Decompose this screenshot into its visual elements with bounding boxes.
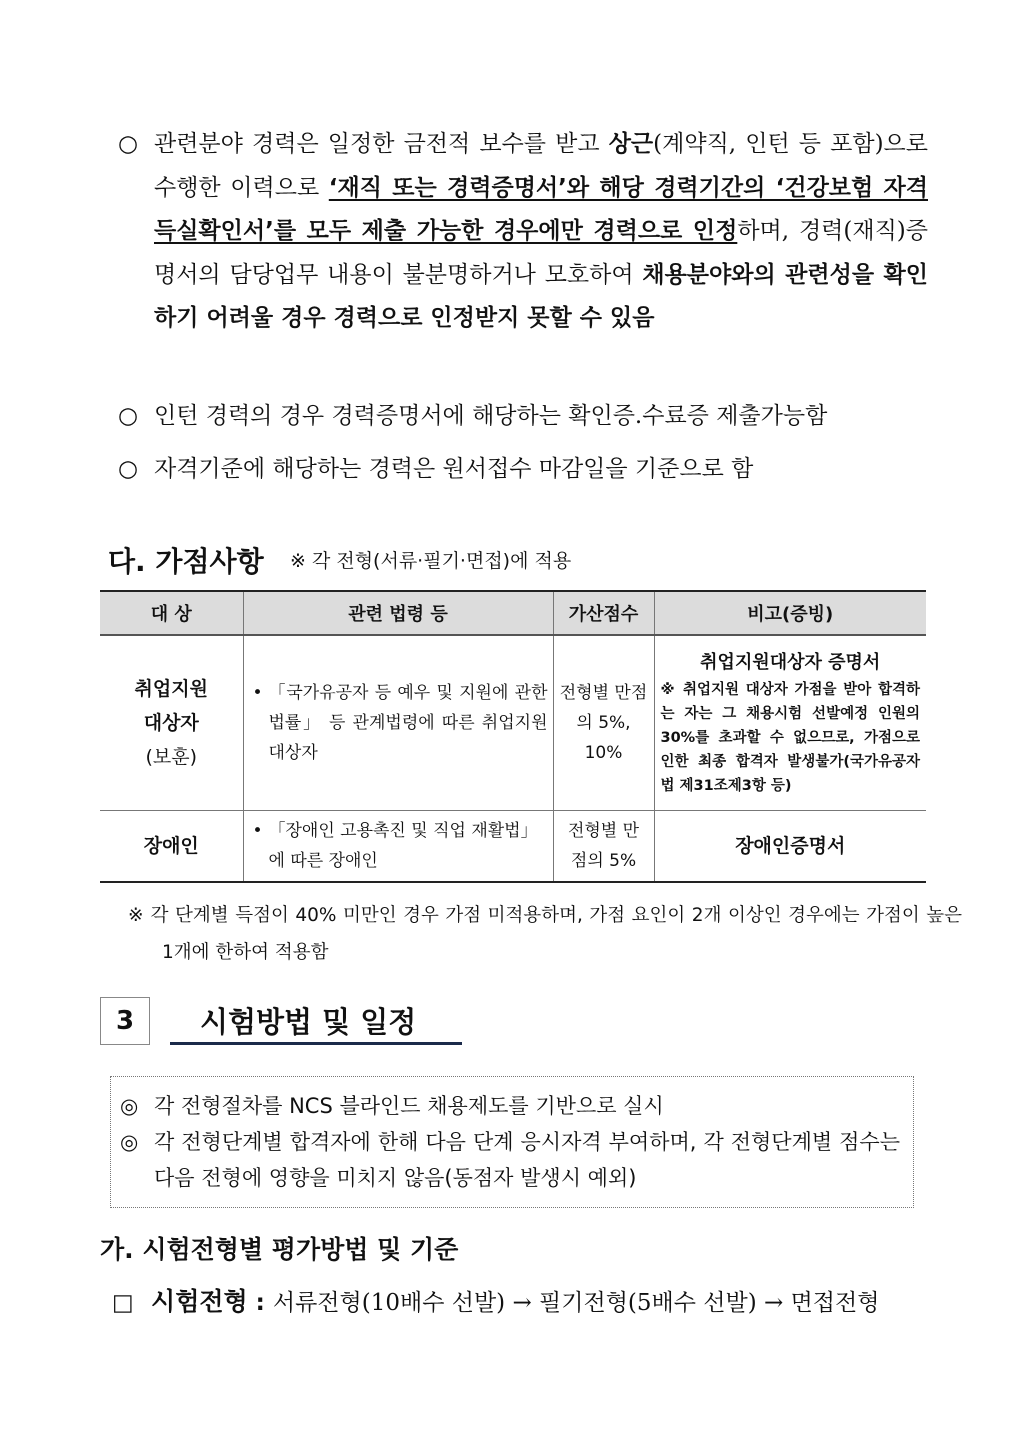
career-text-intern: 인턴 경력의 경우 경력증명서에 해당하는 확인증.수료증 제출가능함 [154, 403, 828, 429]
info-item-text: 각 전형단계별 합격자에 한해 다음 단계 응시자격 부여하며, 각 전형단계별 점수는 다음 전형에 영향을 미치지 않음(동점자 발생시 예외) [154, 1130, 900, 1190]
law-cell [243, 635, 553, 810]
proof-title: 취업지원대상자 증명서 [700, 651, 881, 673]
evaluation-heading: 가. 시험전형별 평가방법 및 기준 [100, 1235, 459, 1264]
double-circle-bullet-icon: ◎ [120, 1130, 139, 1154]
circle-bullet-icon: ○ [118, 456, 139, 482]
career-text-deadline: 자격기준에 해당하는 경력은 원서접수 마감일을 기준으로 함 [154, 456, 754, 482]
exam-label: 시험전형 [151, 1287, 248, 1316]
career-paragraph-2 [118, 395, 928, 439]
column-header-target: 대 상 [100, 591, 243, 635]
table-header-row [100, 591, 926, 635]
proof-cell [654, 635, 926, 810]
checkbox-icon: □ [112, 1290, 134, 1316]
target-cell: 장애인 [100, 810, 243, 882]
score-cell: 전형별 만점의 5% [553, 810, 654, 882]
bonus-heading: 다. 가점사항 [108, 545, 264, 578]
table-row [100, 810, 926, 882]
exam-process-line [112, 1282, 879, 1318]
section-number-badge: 3 [100, 997, 150, 1045]
info-item [120, 1088, 900, 1124]
proof-cell: 장애인증명서 [654, 810, 926, 882]
target-line-3: (보훈) [145, 745, 198, 768]
target-line-2: 대상자 [143, 711, 199, 734]
circle-bullet-icon: ○ [118, 131, 139, 157]
column-header-proof: 비고(증빙) [654, 591, 926, 635]
bonus-table [100, 590, 926, 883]
table-row [100, 635, 926, 810]
exam-colon: : [247, 1290, 273, 1316]
bonus-footnote: ※ 각 단계별 득점이 40% 미만인 경우 가점 미적용하며, 가점 요인이 2개 이상인 경우에는 가점이 높은 1개에 한하여 적용함 [128, 905, 962, 963]
career-text-warning: 채용분야와의 관련성을 확인하기 어려울 경우 경력으로 인정받지 못할 수 있음 [154, 261, 928, 331]
bullet-dot-icon: • [252, 820, 263, 841]
proof-note: ※ 취업지원 대상자 가점을 받아 합격하는 자는 그 채용시험 선발예정 인원의 30%를 초과할 수 없으므로, 가점으로 인한 최종 합격자 발생불가(국가유공자법 제31조제3항 등) [660, 681, 920, 794]
law-text: 「장애인 고용촉진 및 직업 재활법」에 따른 장애인 [268, 820, 538, 871]
career-paragraph-3 [118, 448, 928, 492]
info-item [120, 1124, 900, 1196]
target-line-1: 취업지원 [134, 677, 208, 700]
exam-flow: 서류전형(10배수 선발) → 필기전형(5배수 선발) → 면접전형 [272, 1290, 880, 1316]
column-header-score: 가산점수 [553, 591, 654, 635]
bonus-heading-note: ※ 각 전형(서류·필기·면접)에 적용 [290, 550, 572, 572]
career-text-1: 관련분야 경력은 일정한 금전적 보수를 받고 [154, 131, 609, 157]
law-text: 「국가유공자 등 예우 및 지원에 관한 법률」 등 관계법령에 따른 취업지원 대상자 [268, 682, 548, 763]
career-text-requirement: ‘재직 또는 경력증명서’와 해당 경력기간의 ‘건강보험 자격득실확인서’를 모두 제출 가능한 경우에만 경력으로 인정 [154, 174, 928, 244]
target-cell [100, 635, 243, 810]
section-title-underline [170, 1042, 462, 1045]
law-cell [243, 810, 553, 882]
career-text-2: (계약직, 인턴 등 포함)으로 수행한 이력으로 [154, 131, 928, 201]
career-paragraph-1 [118, 123, 928, 341]
bullet-dot-icon: • [252, 682, 263, 703]
score-cell: 전형별 만점의 5%, 10% [553, 635, 654, 810]
circle-bullet-icon: ○ [118, 403, 139, 429]
info-item-text: 각 전형절차를 NCS 블라인드 채용제도를 기반으로 실시 [154, 1094, 664, 1118]
column-header-law: 관련 법령 등 [243, 591, 553, 635]
double-circle-bullet-icon: ◎ [120, 1094, 139, 1118]
career-text-3: 하며, 경력(재직)증명서의 담당업무 내용이 불분명하거나 모호하여 [154, 218, 928, 288]
section-title: 시험방법 및 일정 [200, 1005, 417, 1039]
career-text-fulltime: 상근 [608, 131, 654, 157]
